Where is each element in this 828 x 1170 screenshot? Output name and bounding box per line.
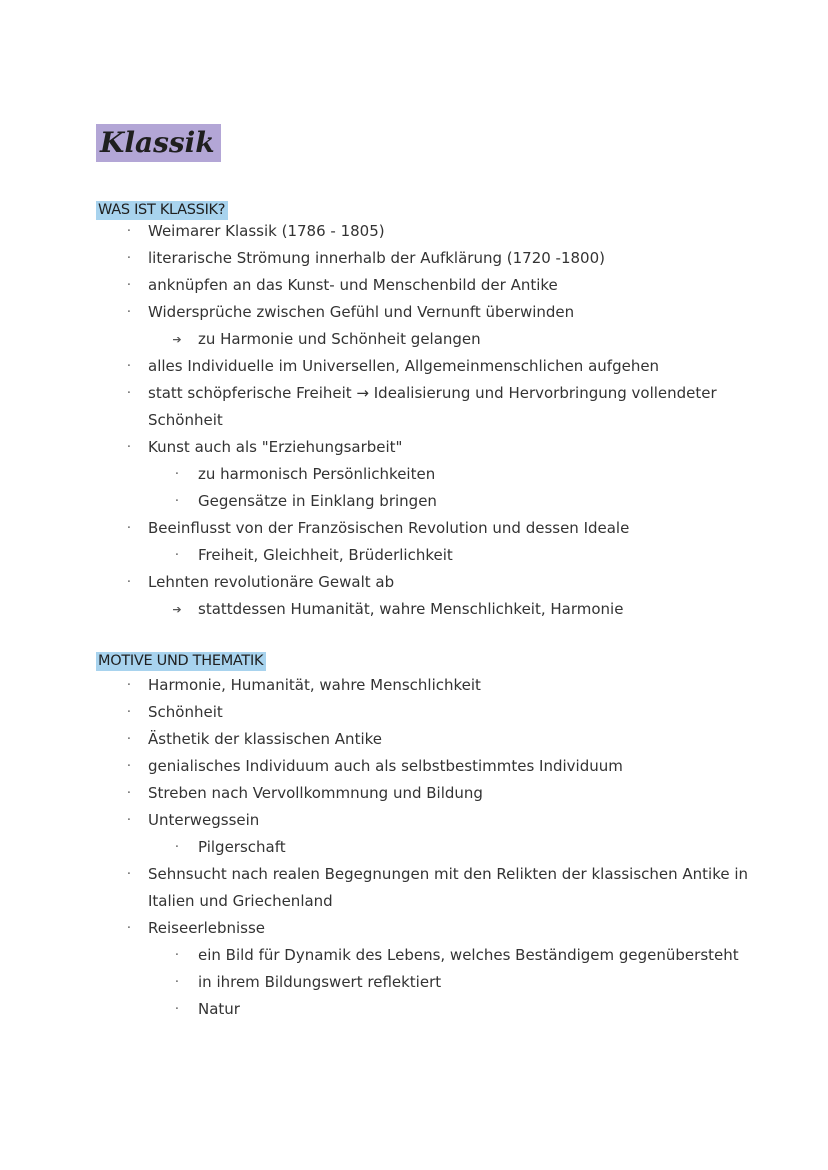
list-item: · Unterwegssein xyxy=(0,807,828,834)
list-item: · literarische Strömung innerhalb der Aufklärung (1720 -1800) xyxy=(0,245,828,272)
list-item: · anknüpfen an das Kunst- und Menschenbild der Antike xyxy=(0,272,828,299)
section-motive-und-thematik xyxy=(0,672,828,1023)
page-title: Klassik xyxy=(96,124,221,162)
list-item: · genialisches Individuum auch als selbstbestimmtes Individuum xyxy=(0,753,828,780)
bullet-dot-icon: · xyxy=(174,1002,180,1017)
list-item: · Reiseerlebnisse xyxy=(0,915,828,942)
list-item: ➔ zu Harmonie und Schönheit gelangen xyxy=(0,326,828,353)
list-item: · Ästhetik der klassischen Antike xyxy=(0,726,828,753)
list-item: · Schönheit xyxy=(0,699,828,726)
list-item: · Freiheit, Gleichheit, Brüderlichkeit xyxy=(0,542,828,569)
bullet-dot-icon: · xyxy=(126,224,132,239)
list-item: · statt schöpferische Freiheit → Idealisierung und Hervorbringung vollendeter xyxy=(0,380,828,407)
arrow-right-icon: ➔ xyxy=(172,603,182,616)
list-item: · Sehnsucht nach realen Begegnungen mit den Relikten der klassischen Antike in xyxy=(0,861,828,888)
list-item: · ein Bild für Dynamik des Lebens, welches Beständigem gegenübersteht xyxy=(0,942,828,969)
bullet-dot-icon: · xyxy=(126,921,132,936)
bullet-dot-icon: · xyxy=(126,305,132,320)
section-heading-was-ist-klassik: WAS IST KLASSIK? xyxy=(96,201,228,220)
bullet-dot-icon: · xyxy=(126,386,132,401)
bullet-dot-icon: · xyxy=(126,678,132,693)
list-item: · Weimarer Klassik (1786 - 1805) xyxy=(0,218,828,245)
bullet-dot-icon: · xyxy=(126,359,132,374)
bullet-dot-icon: · xyxy=(174,467,180,482)
bullet-dot-icon: · xyxy=(126,278,132,293)
list-item: · zu harmonisch Persönlichkeiten xyxy=(0,461,828,488)
bullet-dot-icon: · xyxy=(174,840,180,855)
list-item: · Kunst auch als "Erziehungsarbeit" xyxy=(0,434,828,461)
list-item: · Lehnten revolutionäre Gewalt ab xyxy=(0,569,828,596)
list-item: · alles Individuelle im Universellen, Allgemeinmenschlichen aufgehen xyxy=(0,353,828,380)
list-item: ➔ stattdessen Humanität, wahre Menschlichkeit, Harmonie xyxy=(0,596,828,623)
section-heading-motive-und-thematik: MOTIVE UND THEMATIK xyxy=(96,652,266,671)
list-item: · Beeinflusst von der Französischen Revolution und dessen Ideale xyxy=(0,515,828,542)
bullet-dot-icon: · xyxy=(126,786,132,801)
bullet-dot-icon: · xyxy=(174,975,180,990)
list-item-continuation: Schönheit xyxy=(148,411,223,429)
list-item: · in ihrem Bildungswert reflektiert xyxy=(0,969,828,996)
bullet-dot-icon: · xyxy=(174,548,180,563)
bullet-dot-icon: · xyxy=(126,759,132,774)
list-item: · Widersprüche zwischen Gefühl und Vernunft überwinden xyxy=(0,299,828,326)
bullet-dot-icon: · xyxy=(126,575,132,590)
bullet-dot-icon: · xyxy=(174,948,180,963)
bullet-dot-icon: · xyxy=(126,732,132,747)
bullet-dot-icon: · xyxy=(174,494,180,509)
section-was-ist-klassik xyxy=(0,218,828,623)
bullet-dot-icon: · xyxy=(126,521,132,536)
list-item: · Pilgerschaft xyxy=(0,834,828,861)
list-item: · Gegensätze in Einklang bringen xyxy=(0,488,828,515)
list-item: · Natur xyxy=(0,996,828,1023)
list-item: · Streben nach Vervollkommnung und Bildung xyxy=(0,780,828,807)
bullet-dot-icon: · xyxy=(126,251,132,266)
list-item-continuation: Italien und Griechenland xyxy=(148,892,333,910)
list-item: · Harmonie, Humanität, wahre Menschlichkeit xyxy=(0,672,828,699)
bullet-dot-icon: · xyxy=(126,440,132,455)
bullet-dot-icon: · xyxy=(126,813,132,828)
arrow-right-icon: ➔ xyxy=(172,333,182,346)
bullet-dot-icon: · xyxy=(126,705,132,720)
bullet-dot-icon: · xyxy=(126,867,132,882)
